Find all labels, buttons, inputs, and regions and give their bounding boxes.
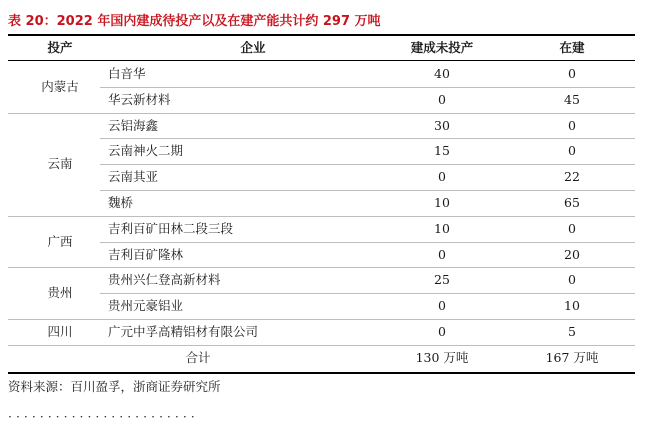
- total-under-construction-cell: 167 万吨: [545, 349, 599, 365]
- row-divider: [8, 267, 635, 268]
- company-cell: 魏桥: [108, 194, 134, 210]
- company-cell: 广元中孚高精铝材有限公司: [108, 323, 259, 339]
- row-divider: [100, 164, 635, 165]
- under-construction-value-cell: 10: [564, 298, 580, 314]
- under-construction-value-cell: 65: [564, 194, 580, 210]
- table-caption: 表 20：2022 年国内建成待投产以及在建产能共计约 297 万吨: [8, 14, 381, 29]
- total-built-cell: 130 万吨: [415, 349, 469, 365]
- company-cell: 云南其亚: [108, 169, 159, 185]
- row-divider: [8, 113, 635, 114]
- header-under-construction: 在建: [559, 40, 585, 55]
- company-cell: 云铝海鑫: [108, 117, 159, 133]
- built-value-cell: 0: [438, 91, 446, 107]
- province-cell: 贵州: [47, 285, 73, 301]
- under-construction-value-cell: 0: [568, 272, 576, 288]
- header-province: 投产: [47, 40, 73, 55]
- row-divider: [100, 242, 635, 243]
- cutoff-text: · · · · · · · · · · · · · · · · · · · · · · · ·: [8, 409, 195, 424]
- table-bottom-rule: [8, 372, 635, 374]
- province-cell: 广西: [47, 233, 73, 249]
- company-cell: 贵州元豪铝业: [108, 298, 184, 314]
- company-cell: 贵州兴仁登高新材料: [108, 272, 221, 288]
- under-construction-value-cell: 0: [568, 220, 576, 236]
- row-divider: [100, 138, 635, 139]
- company-cell: 华云新材料: [108, 91, 171, 107]
- row-divider: [8, 216, 635, 217]
- built-value-cell: 10: [434, 220, 450, 236]
- under-construction-value-cell: 22: [564, 169, 580, 185]
- under-construction-value-cell: 5: [568, 323, 576, 339]
- row-divider: [8, 345, 635, 346]
- company-cell: 吉利百矿田林二段三段: [108, 220, 234, 236]
- built-value-cell: 0: [438, 246, 446, 262]
- built-value-cell: 0: [438, 169, 446, 185]
- built-value-cell: 0: [438, 298, 446, 314]
- built-value-cell: 10: [434, 194, 450, 210]
- total-label-cell: 合计: [185, 349, 211, 365]
- province-cell: 内蒙古: [41, 78, 79, 94]
- under-construction-value-cell: 0: [568, 65, 576, 81]
- company-cell: 云南神火二期: [108, 143, 184, 159]
- under-construction-value-cell: 0: [568, 117, 576, 133]
- built-value-cell: 15: [434, 143, 450, 159]
- header-built: 建成未投产: [410, 40, 474, 55]
- table-header-rule: [8, 60, 635, 61]
- company-cell: 白音华: [108, 65, 146, 81]
- under-construction-value-cell: 45: [564, 91, 580, 107]
- row-divider: [8, 319, 635, 320]
- built-value-cell: 40: [434, 65, 450, 81]
- row-divider: [100, 293, 635, 294]
- company-cell: 吉利百矿隆林: [108, 246, 184, 262]
- built-value-cell: 0: [438, 323, 446, 339]
- row-divider: [100, 190, 635, 191]
- header-company: 企业: [240, 40, 266, 55]
- built-value-cell: 30: [434, 117, 450, 133]
- under-construction-value-cell: 20: [564, 246, 580, 262]
- row-divider: [100, 87, 635, 88]
- province-cell: 四川: [47, 323, 73, 339]
- province-cell: 云南: [47, 156, 73, 172]
- built-value-cell: 25: [434, 272, 450, 288]
- table-top-rule: [8, 34, 635, 36]
- source-note: 资料来源：百川盈孚，浙商证券研究所: [8, 379, 221, 394]
- under-construction-value-cell: 0: [568, 143, 576, 159]
